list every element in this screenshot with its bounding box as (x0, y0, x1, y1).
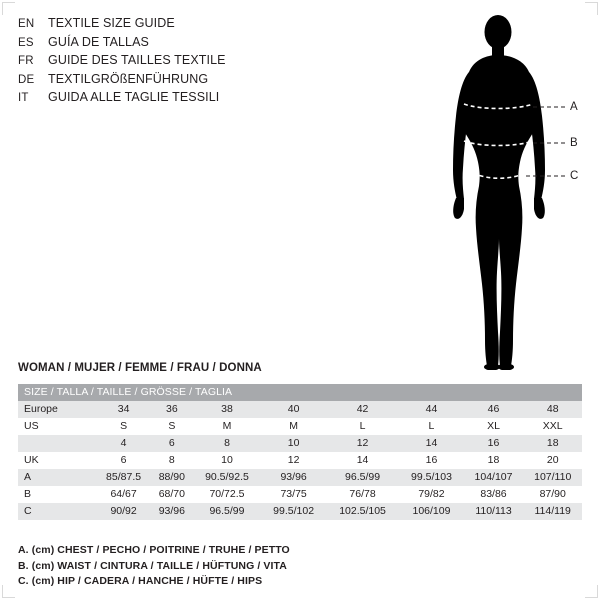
cell: 38 (193, 401, 262, 418)
cell: 20 (523, 452, 582, 469)
language-title-fr: GUIDE DES TAILLES TEXTILE (48, 53, 226, 67)
cell: 46 (464, 401, 524, 418)
cell: 90.5/92.5 (193, 469, 262, 486)
cell: 106/109 (399, 503, 463, 520)
cell: 104/107 (464, 469, 524, 486)
language-code-it: IT (18, 92, 29, 104)
row-label-a: A (18, 469, 96, 486)
cell: L (326, 418, 400, 435)
row-label-c: C (18, 503, 96, 520)
corner-mark-top-left (2, 2, 15, 15)
cell: S (96, 418, 151, 435)
cell: 14 (399, 435, 463, 452)
cell: 64/67 (96, 486, 151, 503)
row-label-us-numeric (18, 435, 96, 452)
cell: 76/78 (326, 486, 400, 503)
cell: 90/92 (96, 503, 151, 520)
language-row-fr (18, 53, 348, 72)
cell: 16 (399, 452, 463, 469)
footnote-a: A. (cm) CHEST / PECHO / POITRINE / TRUHE / PETTO (18, 544, 290, 556)
female-silhouette-icon (400, 10, 595, 370)
measure-label-b: B (570, 137, 578, 149)
cell: 4 (96, 435, 151, 452)
size-table (18, 384, 582, 520)
cell: 87/90 (523, 486, 582, 503)
row-label-uk: UK (18, 452, 96, 469)
cell: 70/72.5 (193, 486, 262, 503)
cell: XXL (523, 418, 582, 435)
cell: M (193, 418, 262, 435)
row-label-us: US (18, 418, 96, 435)
cell: 114/119 (523, 503, 582, 520)
cell: XL (464, 418, 524, 435)
table-row (18, 418, 582, 435)
cell: 107/110 (523, 469, 582, 486)
table-row (18, 469, 582, 486)
cell: 36 (151, 401, 192, 418)
cell: 83/86 (464, 486, 524, 503)
corner-mark-bottom-left (2, 585, 15, 598)
cell: 96.5/99 (193, 503, 262, 520)
cell: 99.5/102 (261, 503, 325, 520)
language-code-fr: FR (18, 55, 34, 67)
footnote-b: B. (cm) WAIST / CINTURA / TAILLE / HÜFTUNG / VITA (18, 559, 287, 572)
cell: 12 (261, 452, 325, 469)
cell: 102.5/105 (326, 503, 400, 520)
language-row-de (18, 72, 348, 91)
language-code-en: EN (18, 18, 35, 30)
language-row-it (18, 90, 348, 109)
language-code-es: ES (18, 36, 34, 49)
cell: 99.5/103 (399, 469, 463, 486)
language-title-es: GUÍA DE TALLAS (48, 34, 149, 49)
cell: 42 (326, 401, 400, 418)
cell: 14 (326, 452, 400, 469)
cell: 93/96 (261, 469, 325, 486)
cell: M (261, 418, 325, 435)
measurement-legend (18, 543, 578, 590)
table-row (18, 452, 582, 469)
cell: 6 (151, 435, 192, 452)
cell: 44 (399, 401, 463, 418)
measure-label-c: C (570, 170, 579, 182)
table-row (18, 401, 582, 418)
row-label-b: B (18, 486, 96, 503)
cell: 8 (193, 435, 262, 452)
cell: 40 (261, 401, 325, 418)
table-row (18, 503, 582, 520)
cell: 6 (96, 452, 151, 469)
table-group-title: WOMAN / MUJER / FEMME / FRAU / DONNA (18, 362, 262, 374)
cell: S (151, 418, 192, 435)
table-header-cell: SIZE / TALLA / TAILLE / GRÖSSE / TAGLIA (18, 384, 582, 401)
cell: 96.5/99 (326, 469, 400, 486)
cell: 18 (523, 435, 582, 452)
cell: 8 (151, 452, 192, 469)
cell: 68/70 (151, 486, 192, 503)
cell: 12 (326, 435, 400, 452)
table-row (18, 435, 582, 452)
language-title-de: TEXTILGRÖßENFÜHRUNG (48, 71, 209, 86)
cell: 88/90 (151, 469, 192, 486)
cell: 48 (523, 401, 582, 418)
cell: 10 (193, 452, 262, 469)
cell: 73/75 (261, 486, 325, 503)
cell: 18 (464, 452, 524, 469)
row-label-europe: Europe (18, 401, 96, 418)
cell: 93/96 (151, 503, 192, 520)
cell: 16 (464, 435, 524, 452)
cell: 10 (261, 435, 325, 452)
cell: 110/113 (464, 503, 524, 520)
cell: 85/87.5 (96, 469, 151, 486)
corner-mark-bottom-right (585, 585, 598, 598)
table-header-row (18, 384, 582, 401)
footnote-c: C. (cm) HIP / CADERA / HANCHE / HÜFTE / HIPS (18, 575, 263, 587)
measure-label-a: A (570, 101, 578, 113)
cell: 34 (96, 401, 151, 418)
language-row-en (18, 16, 348, 35)
language-code-de: DE (18, 73, 35, 86)
language-title-it: GUIDA ALLE TAGLIE TESSILI (48, 90, 220, 104)
cell: L (399, 418, 463, 435)
language-row-es (18, 35, 348, 54)
language-header-block (18, 16, 348, 109)
cell: 79/82 (399, 486, 463, 503)
language-title-en: TEXTILE SIZE GUIDE (48, 16, 175, 30)
size-table-wrapper (18, 384, 582, 520)
table-row (18, 486, 582, 503)
female-figure-diagram (400, 10, 595, 370)
